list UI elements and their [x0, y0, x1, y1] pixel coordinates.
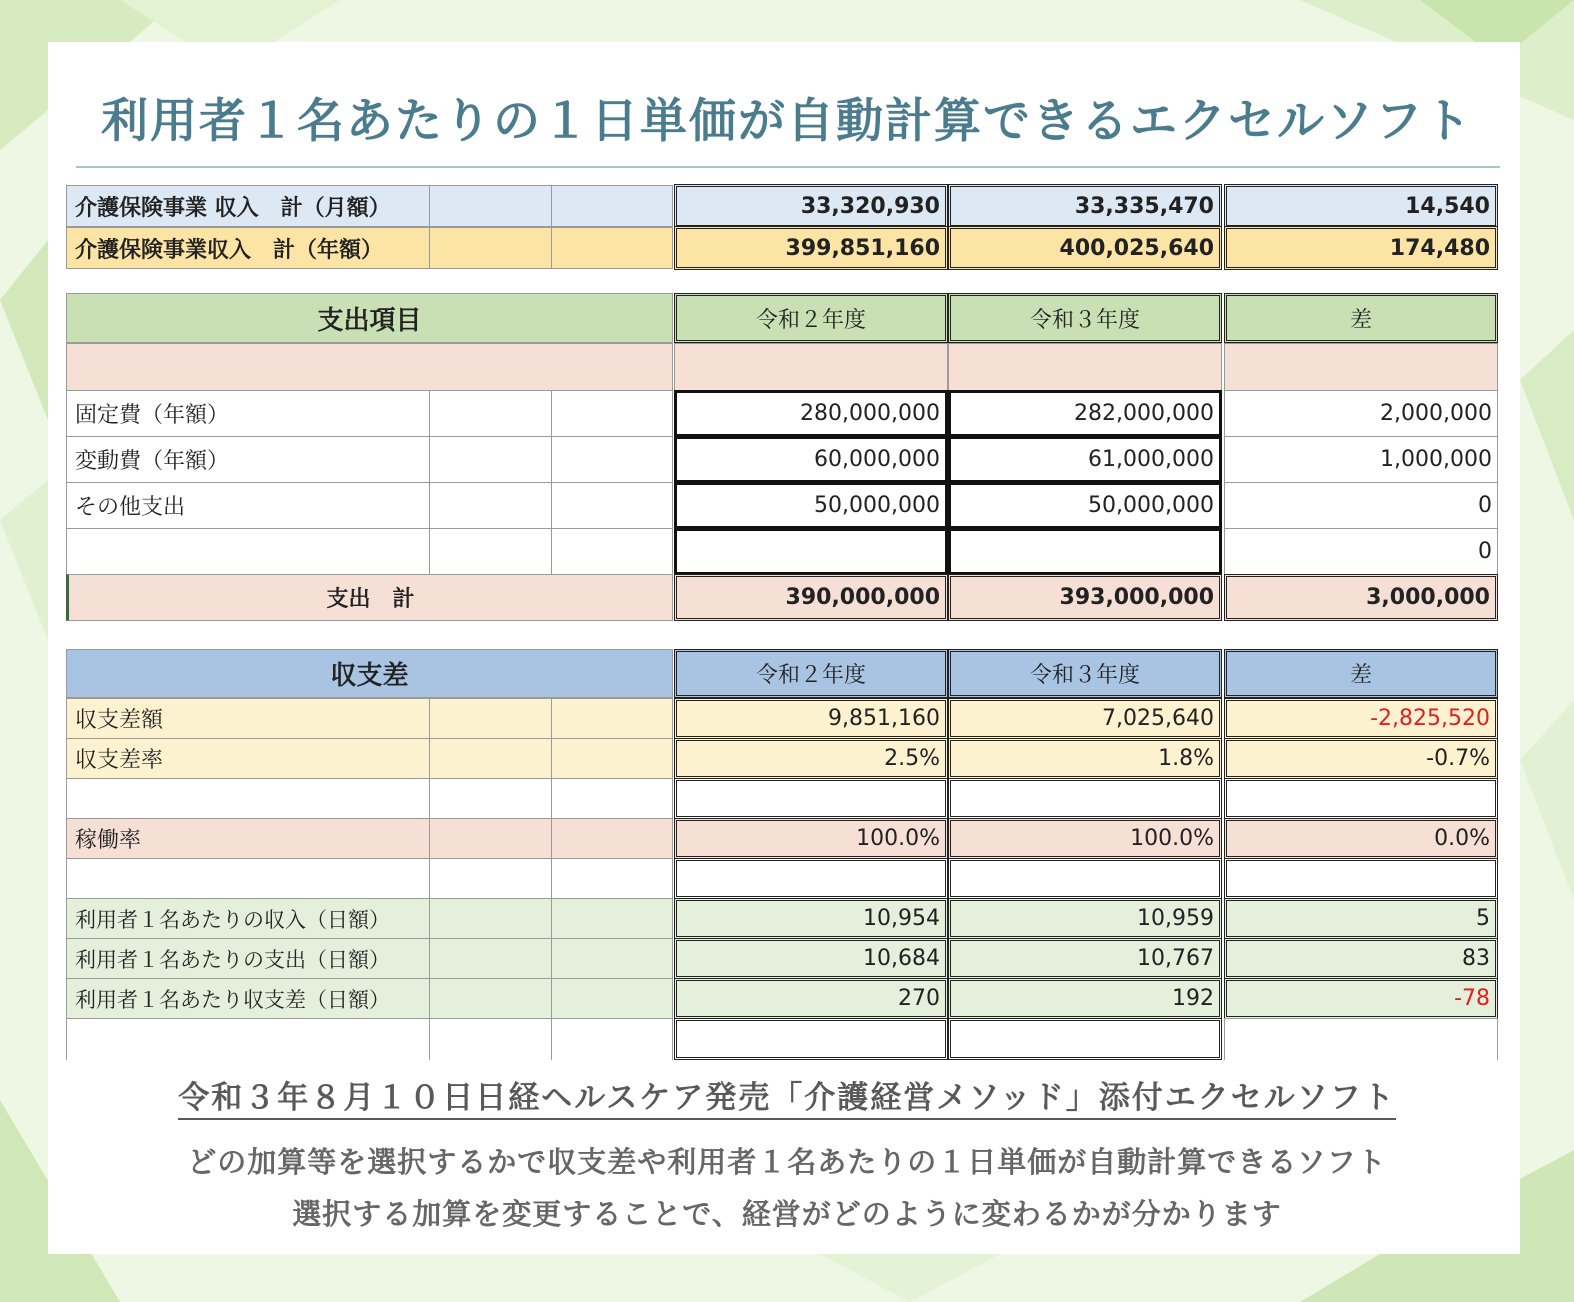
expense-total-diff: 3,000,000	[1224, 574, 1498, 621]
balance-row-r3: 7,025,640	[948, 698, 1222, 739]
balance-row-diff: 83	[1224, 938, 1498, 979]
balance-row-r2: 10,954	[674, 898, 948, 939]
blank-cell	[1224, 858, 1498, 899]
blank-cell	[429, 938, 552, 979]
balance-row-diff: -0.7%	[1224, 738, 1498, 779]
annual-income-label: 介護保険事業収入 計（年額）	[66, 227, 430, 269]
blank-cell	[429, 818, 552, 859]
expense-row-diff: 0	[1224, 528, 1498, 575]
balance-header-r3: 令和３年度	[948, 649, 1222, 698]
blank-cell	[551, 898, 673, 939]
blank-cell	[674, 778, 948, 819]
footer-source-text: 令和３年８月１０日日経ヘルスケア発売「介護経営メソッド」添付エクセルソフト	[178, 1080, 1396, 1120]
balance-row-r3: 192	[948, 978, 1222, 1019]
blank-cell	[1224, 778, 1498, 819]
balance-row-diff: -2,825,520	[1224, 698, 1498, 739]
annual-income-r2: 399,851,160	[674, 226, 948, 270]
balance-row-label: 収支差率	[66, 738, 430, 779]
blank-cell	[429, 528, 552, 575]
expense-row-diff: 1,000,000	[1224, 436, 1498, 483]
blank-cell	[551, 227, 673, 269]
balance-row-diff: 5	[1224, 898, 1498, 939]
blank-cell	[948, 858, 1222, 899]
balance-row-r3: 10,767	[948, 938, 1222, 979]
monthly-income-label: 介護保険事業 収入 計（月額）	[66, 185, 430, 227]
expense-row-label: 固定費（年額）	[66, 390, 430, 437]
balance-row-r3: 100.0%	[948, 818, 1222, 859]
blank-cell	[66, 858, 430, 899]
balance-row-r2: 100.0%	[674, 818, 948, 859]
blank-cell	[429, 858, 552, 899]
balance-row-label: 利用者１名あたりの収入（日額）	[66, 898, 430, 939]
expense-total-r3: 393,000,000	[948, 574, 1222, 621]
blank-cell	[551, 858, 673, 899]
expense-input-r3[interactable]	[948, 528, 1222, 575]
expense-row-label	[66, 528, 430, 575]
balance-header-diff: 差	[1224, 649, 1498, 698]
blank-cell	[551, 698, 673, 739]
balance-row-r3: 10,959	[948, 898, 1222, 939]
blank-cell	[551, 818, 673, 859]
expense-input-r2[interactable]: 60,000,000	[674, 436, 948, 483]
expense-row-diff: 2,000,000	[1224, 390, 1498, 437]
expense-input-r3[interactable]: 50,000,000	[948, 482, 1222, 529]
blank-cell	[429, 698, 552, 739]
balance-row-r2: 9,851,160	[674, 698, 948, 739]
blank-cell	[948, 778, 1222, 819]
blank-cell	[429, 390, 552, 437]
title-divider	[76, 166, 1500, 168]
balance-row-diff: 0.0%	[1224, 818, 1498, 859]
monthly-income-diff: 14,540	[1224, 184, 1498, 228]
balance-row-label: 稼働率	[66, 818, 430, 859]
blank-cell	[429, 738, 552, 779]
expense-input-r2[interactable]: 280,000,000	[674, 390, 948, 437]
blank-cell	[551, 1018, 673, 1060]
blank-cell	[429, 482, 552, 529]
expense-spacer-row	[66, 343, 673, 391]
page-title: 利用者１名あたりの１日単価が自動計算できるエクセルソフト	[101, 94, 1473, 149]
blank-cell	[429, 1018, 552, 1060]
expense-input-r3[interactable]: 61,000,000	[948, 436, 1222, 483]
blank-cell	[551, 778, 673, 819]
blank-cell	[674, 1018, 948, 1060]
expense-total-label: 支出 計	[66, 574, 673, 621]
blank-cell	[551, 738, 673, 779]
expense-row-label: その他支出	[66, 482, 430, 529]
blank-cell	[429, 227, 552, 269]
expense-header-r2: 令和２年度	[674, 293, 948, 343]
blank-cell	[1224, 1018, 1498, 1060]
balance-row-label: 利用者１名あたりの支出（日額）	[66, 938, 430, 979]
balance-row-diff: -78	[1224, 978, 1498, 1019]
blank-cell	[551, 978, 673, 1019]
blank-cell	[551, 938, 673, 979]
blank-cell	[1224, 343, 1498, 391]
expense-header-r3: 令和３年度	[948, 293, 1222, 343]
balance-row-r2: 10,684	[674, 938, 948, 979]
blank-cell	[674, 858, 948, 899]
blank-cell	[551, 528, 673, 575]
expense-input-r2[interactable]: 50,000,000	[674, 482, 948, 529]
blank-cell	[429, 436, 552, 483]
expense-input-r3[interactable]: 282,000,000	[948, 390, 1222, 437]
blank-cell	[66, 778, 430, 819]
balance-row-r3: 1.8%	[948, 738, 1222, 779]
monthly-income-r3: 33,335,470	[948, 184, 1222, 228]
balance-header-r2: 令和２年度	[674, 649, 948, 698]
balance-header-label: 収支差	[66, 649, 673, 698]
expense-row-diff: 0	[1224, 482, 1498, 529]
blank-cell	[948, 343, 1222, 391]
blank-cell	[66, 1018, 430, 1060]
blank-cell	[429, 978, 552, 1019]
footer-description-1: どの加算等を選択するかで収支差や利用者１名あたりの１日単価が自動計算できるソフト	[187, 1145, 1387, 1179]
expense-input-r2[interactable]	[674, 528, 948, 575]
annual-income-diff: 174,480	[1224, 226, 1498, 270]
expense-header-diff: 差	[1224, 293, 1498, 343]
blank-cell	[429, 185, 552, 227]
blank-cell	[551, 185, 673, 227]
blank-cell	[948, 1018, 1222, 1060]
annual-income-r3: 400,025,640	[948, 226, 1222, 270]
expense-header-label: 支出項目	[66, 293, 673, 343]
expense-total-r2: 390,000,000	[674, 574, 948, 621]
balance-row-r2: 270	[674, 978, 948, 1019]
monthly-income-r2: 33,320,930	[674, 184, 948, 228]
balance-row-r2: 2.5%	[674, 738, 948, 779]
blank-cell	[674, 343, 948, 391]
footer-description-2: 選択する加算を変更することで、経営がどのように変わるかが分かります	[292, 1197, 1282, 1231]
blank-cell	[429, 778, 552, 819]
blank-cell	[429, 898, 552, 939]
expense-row-label: 変動費（年額）	[66, 436, 430, 483]
balance-row-label: 収支差額	[66, 698, 430, 739]
balance-row-label: 利用者１名あたり収支差（日額）	[66, 978, 430, 1019]
blank-cell	[551, 390, 673, 437]
footer-source	[0, 1072, 1574, 1117]
blank-cell	[551, 436, 673, 483]
blank-cell	[551, 482, 673, 529]
